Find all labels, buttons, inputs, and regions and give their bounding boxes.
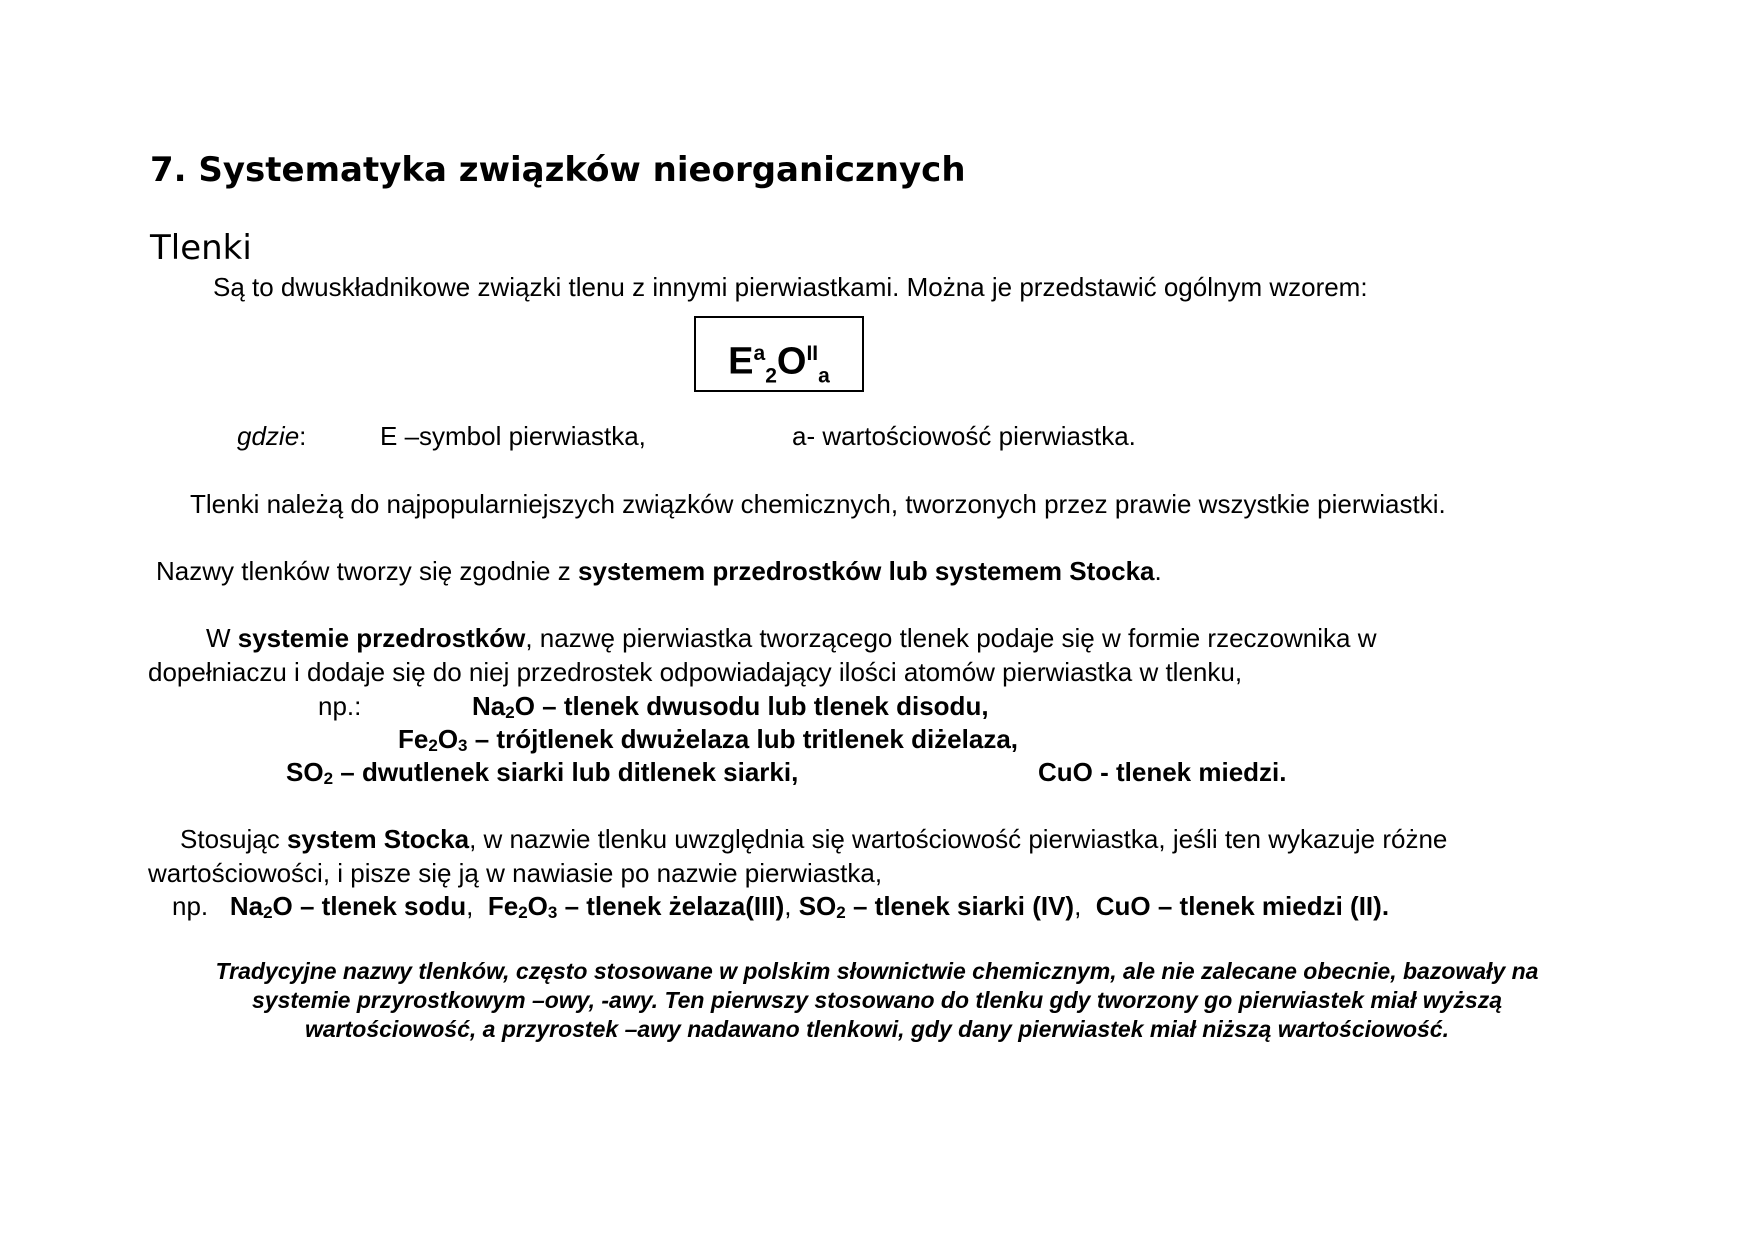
prefix-system-line1: W systemie przedrostków, nazwę pierwiastka tworzącego tlenek podaje się w formie rzeczownika w <box>206 623 1377 653</box>
note-line1: Tradycyjne nazwy tlenków, często stosowane w polskim słownictwie chemicznym, ale nie zalecane obecnie, bazowały na <box>215 958 1539 984</box>
example-np-label: np.: <box>318 691 362 721</box>
example-fe2o3-prefix: $Fe_2O_3$ – trójtlenek dwużelaza lub tritlenek diżelaza, <box>398 724 1018 755</box>
section-heading: Tlenki <box>150 228 252 268</box>
naming-text: Nazwy tlenków tworzy się zgodnie z systemem przedrostków lub systemem Stocka. <box>156 556 1162 586</box>
note-line2: systemie przyrostkowym –owy, -awy. Ten pierwszy stosowano do tlenku gdy tworzony go pierwiastek miał wyższą <box>251 987 1502 1013</box>
example-so2-prefix: $SO_2$ – dwutlenek siarki lub ditlenek siarki, <box>286 757 799 788</box>
note-line3: wartościowość, a przyrostek –awy nadawano tlenkowi, gdy dany pierwiastek miał niższą wartościowość. <box>305 1016 1449 1042</box>
stock-examples: np. $Na_2O$ – tlenek sodu, $Fe_2O_3$ – tlenek żelaza(III), $SO_2$ – tlenek siarki (IV), CuO – tlenek miedzi (II). <box>172 891 1390 922</box>
general-formula-box: $E^a_2O^{II}_a$ <box>694 316 864 392</box>
e-definition: E –symbol pierwiastka, <box>380 421 646 451</box>
prefix-system-line2: dopełniaczu i dodaje się do niej przedrostek odpowiadający ilości atomów pierwiastka w tlenku, <box>148 657 1243 687</box>
page-title: 7. Systematyka związków nieorganicznych <box>150 150 966 190</box>
where-label: gdzie: <box>237 421 307 451</box>
intro-text: Są to dwuskładnikowe związki tlenu z innymi pierwiastkami. Można je przedstawić ogólnym wzorem: <box>213 272 1368 302</box>
example-na2o-prefix: $Na_2O$ – tlenek dwusodu lub tlenek disodu, <box>472 691 989 722</box>
stock-system-line1: Stosując system Stocka, w nazwie tlenku uwzględnia się wartościowość pierwiastka, jeśli ten wykazuje różne <box>180 824 1448 854</box>
a-definition: a- wartościowość pierwiastka. <box>792 421 1136 451</box>
popularity-text: Tlenki należą do najpopularniejszych związków chemicznych, tworzonych przez prawie wszystkie pierwiastki. <box>190 489 1446 519</box>
stock-system-line2: wartościowości, i pisze się ją w nawiasie po nazwie pierwiastka, <box>148 858 883 888</box>
example-cuo-prefix: CuO - tlenek miedzi. <box>1038 757 1287 787</box>
